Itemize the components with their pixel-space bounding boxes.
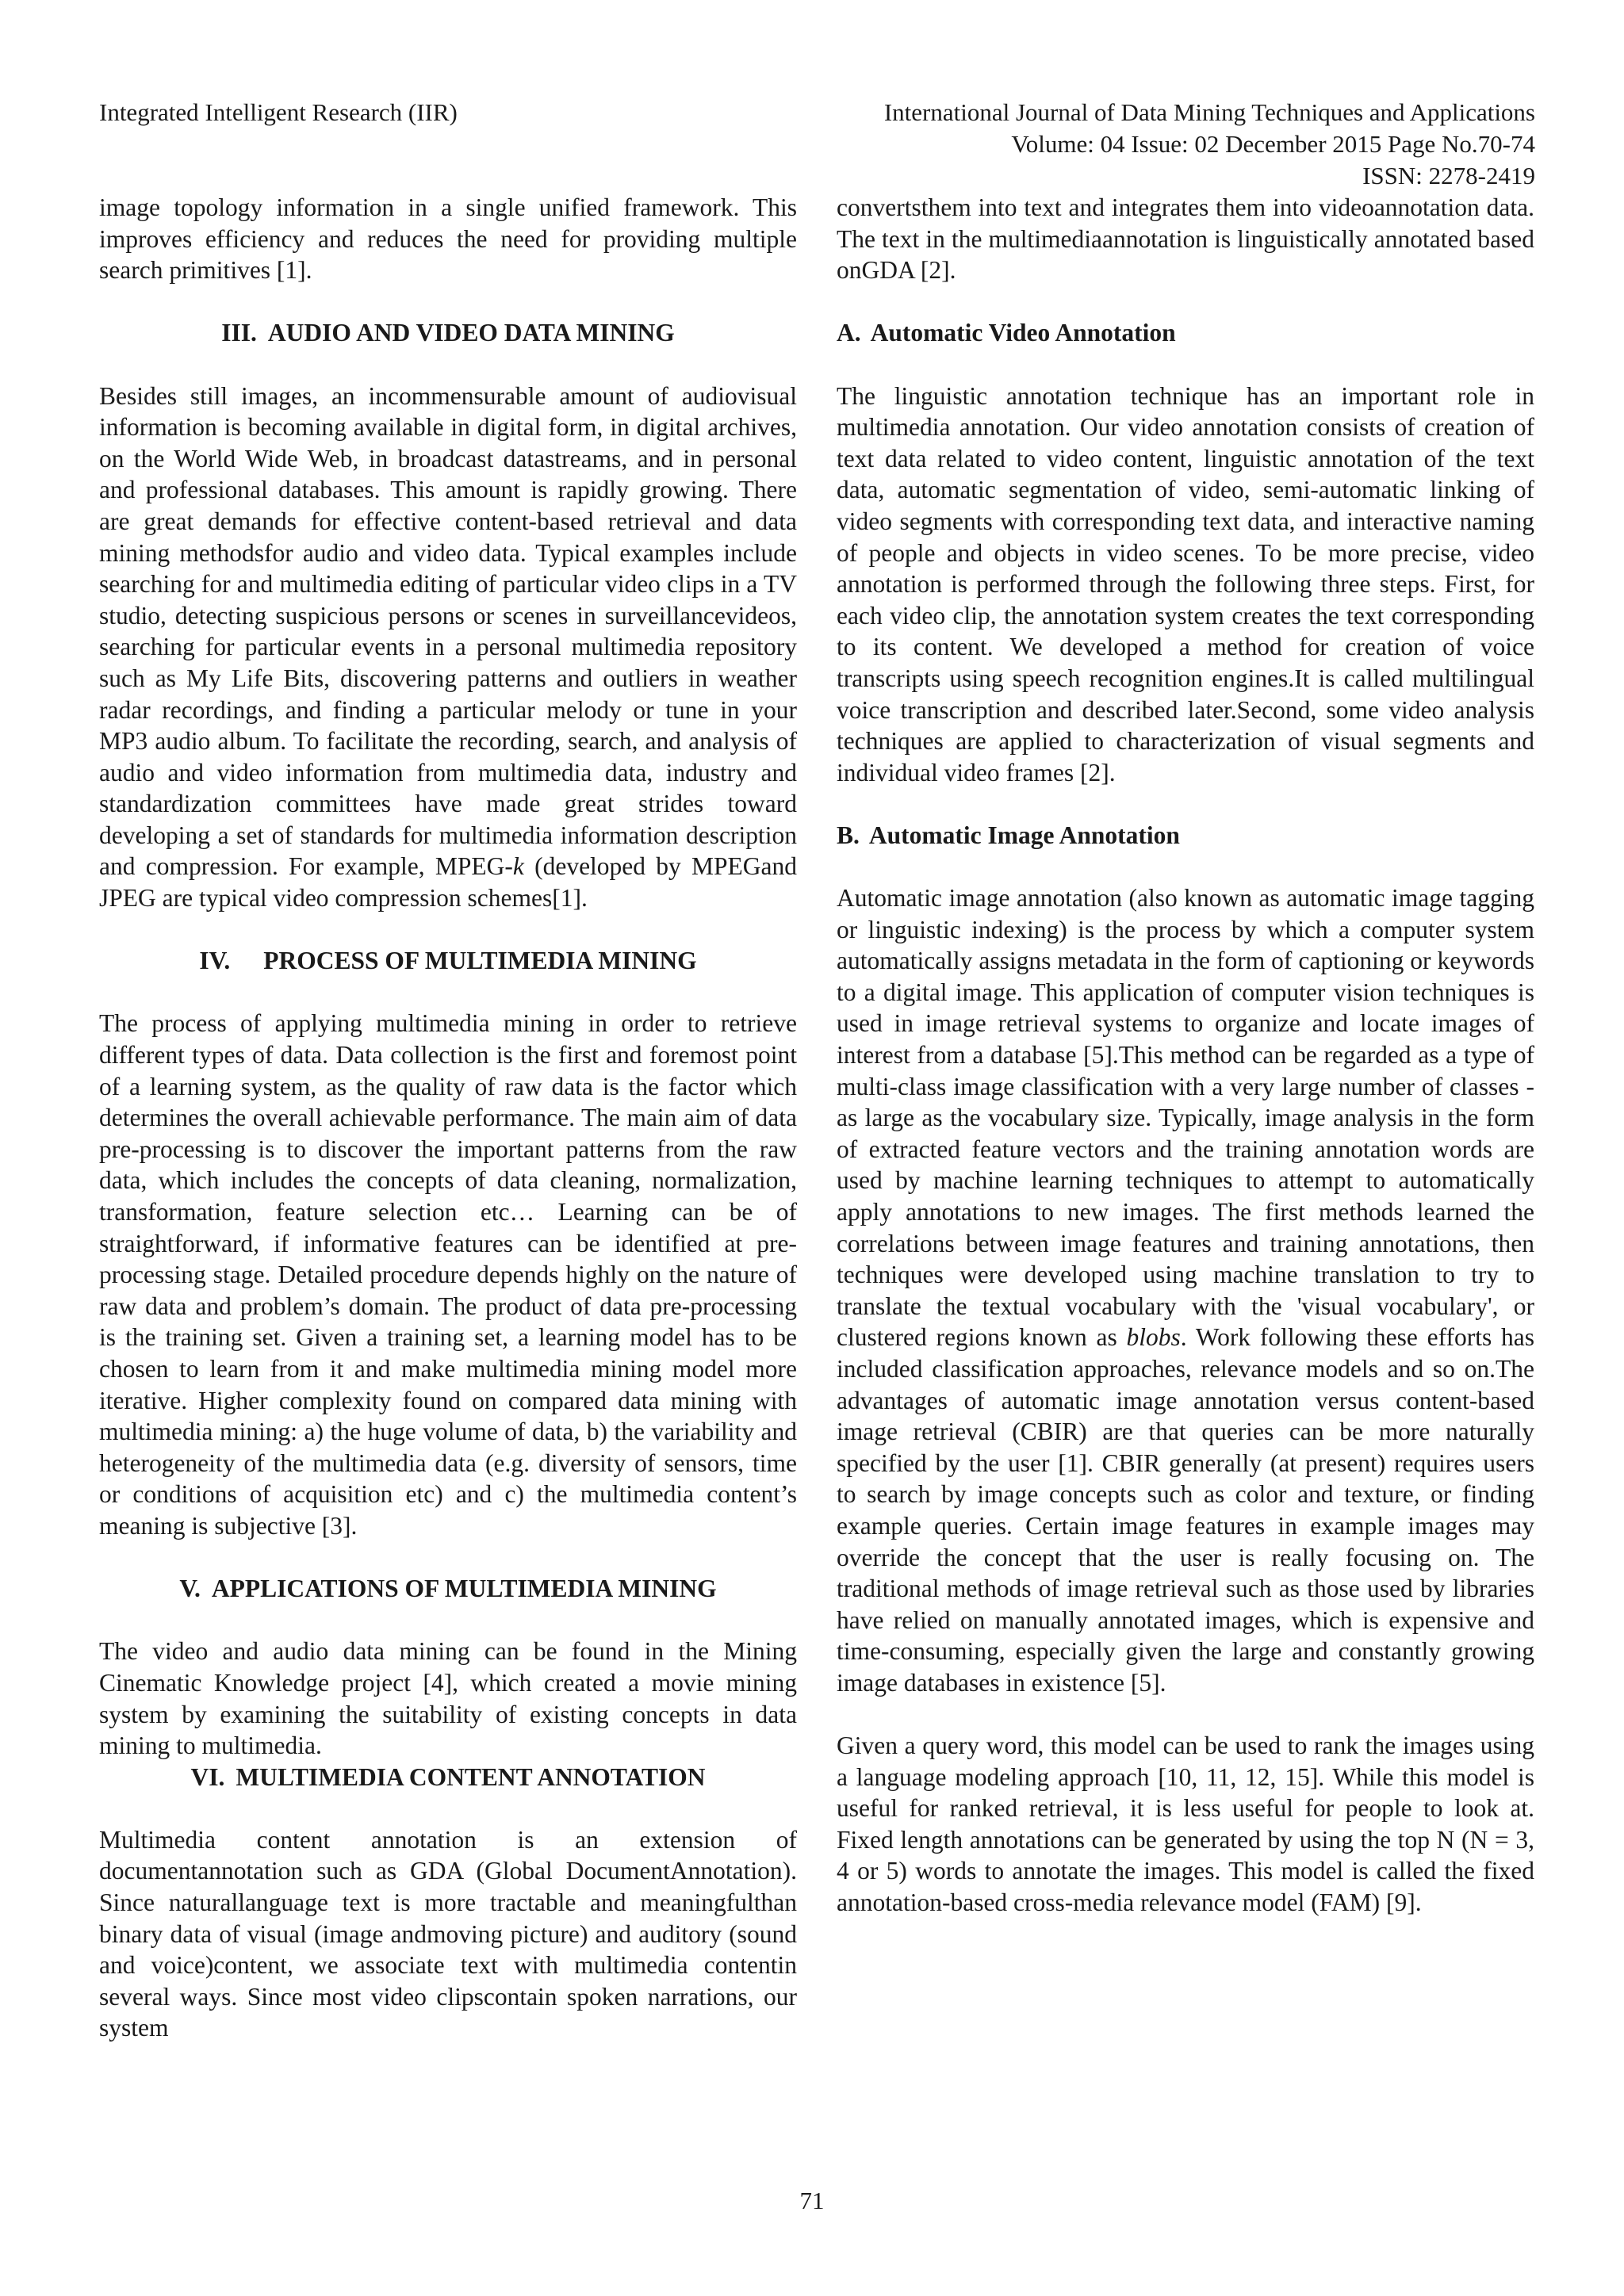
subsection-heading-image-annotation [837,820,1534,851]
header-journal-publisher: Integrated Intelligent Research (IIR) [99,98,458,126]
header-journal-info [742,97,1535,192]
section-title: APPLICATIONS OF MULTIMEDIA MINING [211,1575,717,1603]
italic-text: k [512,852,524,881]
paragraph-process: The process of applying multimedia mining in order to retrieve different types of data. Data collection is the first and foremost point of a learning system, as the quality of raw data is the factor which determines the overall achievable performance. The main aim of data pre-processing is to discover the important patterns from the raw data, which includes the concepts of data cleaning, normalization, transformation, feature selection etc… Learning can be of straightforward, if informative features can be identified at pre-processing stage. Detailed procedure depends highly on the nature of raw data and problem’s domain. The product of data pre-processing is the training set. Given a training set, a learning model has to be chosen to learn from it and make multimedia mining model more iterative. Higher complexity found on compared data mining with multimedia mining: a) the huge volume of data, b) the variability and heterogeneity of the multimedia data (e.g. diversity of sensors, time or conditions of acquisition etc) and c) the multimedia content’s meaning is subjective [3]. [99,1009,797,1540]
header-volume-issue: Volume: 04 Issue: 02 December 2015 Page No.70-74 [1011,130,1535,158]
paragraph-text: . Work following these efforts has included classification approaches, relevance models and so on.The advantages of automatic image annotation versus content-based image retrieval (CBIR) are that queries can be more naturally specified by the user [1]. CBIR generally (at present) requires users to search by image concepts such as color and texture, or finding example queries. Certain image features in example images may override the concept that the user is really focusing on. The traditional methods of image retrieval such as those used by libraries have relied on manually annotated images, which is expensive and time-consuming, especially given the large and constantly growing image databases in existence [5]. [837,1323,1534,1697]
left-column [99,192,797,2044]
paragraph-applications: The video and audio data mining can be found in the Mining Cinematic Knowledge project [4], which created a movie mining system by examining the suitability of existing concepts in data mining to multimedia. [99,1637,797,1760]
paragraph-continued: image topology information in a single unified framework. This improves efficiency and reduces the need for providing multiple search primitives [1]. [99,193,797,285]
section-heading-applications [99,1573,797,1605]
paragraph-text: Besides still images, an incommensurable amount of audiovisual information is becoming available in digital form, in digital archives, on the World Wide Web, in broadcast datastreams, and in personal and professional databases. This amount is rapidly growing. There are great demands for effective content-based retrieval and data mining methodsfor audio and video data. Typical examples include searching for and multimedia editing of particular video clips in a TV studio, detecting suspicious persons or scenes in surveillancevideos, searching for particular events in a personal multimedia repository such as My Life Bits, discovering patterns and outliers in weather radar recordings, and finding a particular melody or tune in your MP3 audio album. To facilitate the recording, search, and analysis of audio and video information from multimedia data, industry and standardization committees have made great strides toward developing a set of standards for multimedia information description and compression. For example, MPEG- [99,381,797,881]
subsection-label: B. [837,821,860,849]
section-number: VI. [190,1762,225,1791]
paragraph-audio-video [99,381,797,914]
page-number: 71 [799,2187,825,2214]
section-heading-annotation [99,1762,797,1793]
paragraph-image-annotation [837,882,1534,1698]
right-column [837,192,1534,1919]
section-heading-process [99,945,797,977]
subsection-label: A. [837,319,861,347]
section-number: IV. [199,947,231,975]
section-title: PROCESS OF MULTIMEDIA MINING [263,947,697,975]
section-title: AUDIO AND VIDEO DATA MINING [267,319,675,347]
paragraph-text: (developed by MPEGand JPEG are typical video compression schemes[1]. [99,852,798,913]
section-title: MULTIMEDIA CONTENT ANNOTATION [236,1762,706,1791]
header-journal-title: International Journal of Data Mining Techniques and Applications [883,98,1535,126]
subsection-title: Automatic Video Annotation [870,319,1176,347]
paragraph-annotation: Multimedia content annotation is an extension of documentannotation such as GDA (Global DocumentAnnotation). Since naturallanguage text is more tractable and meaningfulthan binary data of visual (image andmoving picture) and auditory (sound and voice)content, we associate text with multimedia contentin several ways. Since most video clipscontain spoken narrations, our system [99,1825,797,2042]
subsection-title: Automatic Image Annotation [868,821,1180,849]
paragraph-continued: convertsthem into text and integrates them into videoannotation data. The text in the multimediaannotation is linguistically annotated based onGDA [2]. [837,193,1534,285]
header-issn: ISSN: 2278-2419 [1362,162,1535,189]
subsection-heading-video-annotation [837,317,1534,349]
italic-text: blobs [1126,1323,1181,1352]
section-heading-audio-video [99,317,797,349]
paragraph-text: Automatic image annotation (also known as automatic image tagging or linguistic indexing) is the process by which a computer system automatically assigns metadata in the form of captioning or keywords to a digital image. This application of computer vision techniques is used in image retrieval systems to organize and locate images of interest from a database [5].This method can be regarded as a type of multi-class image classification with a very large number of classes - as large as the vocabulary size. Typically, image analysis in the form of extracted feature vectors and the training annotation words are used by machine learning techniques to attempt to automatically apply annotations to new images. The first methods learned the correlations between image features and training annotations, then techniques were developed using machine translation to try to translate the textual vocabulary with the 'visual vocabulary', or clustered regions known as [837,884,1534,1352]
section-number: III. [221,319,257,347]
paragraph-video-annotation: The linguistic annotation technique has an important role in multimedia annotation. Our video annotation consists of creation of text data related to video content, linguistic annotation of the text data, automatic segmentation of video, semi-automatic linking of video segments with corresponding text data, and interactive naming of people and objects in video scenes. To be more precise, video annotation is performed through the following three steps. First, for each video clip, the annotation system creates the text corresponding to its content. We developed a method for creation of voice transcripts using speech recognition engines.It is called multilingual voice transcription and described later.Second, some video analysis techniques are applied to characterization of visual segments and individual video frames [2]. [837,381,1534,786]
section-number: V. [179,1575,201,1603]
paragraph-query-model: Given a query word, this model can be used to rank the images using a language modeling approach [10, 11, 12, 15]. While this model is useful for ranked retrieval, it is less useful for people to look at. Fixed length annotations can be generated by using the top N (N = 3, 4 or 5) words to annotate the images. This model is called the fixed annotation-based cross-media relevance model (FAM) [9]. [837,1732,1534,1917]
